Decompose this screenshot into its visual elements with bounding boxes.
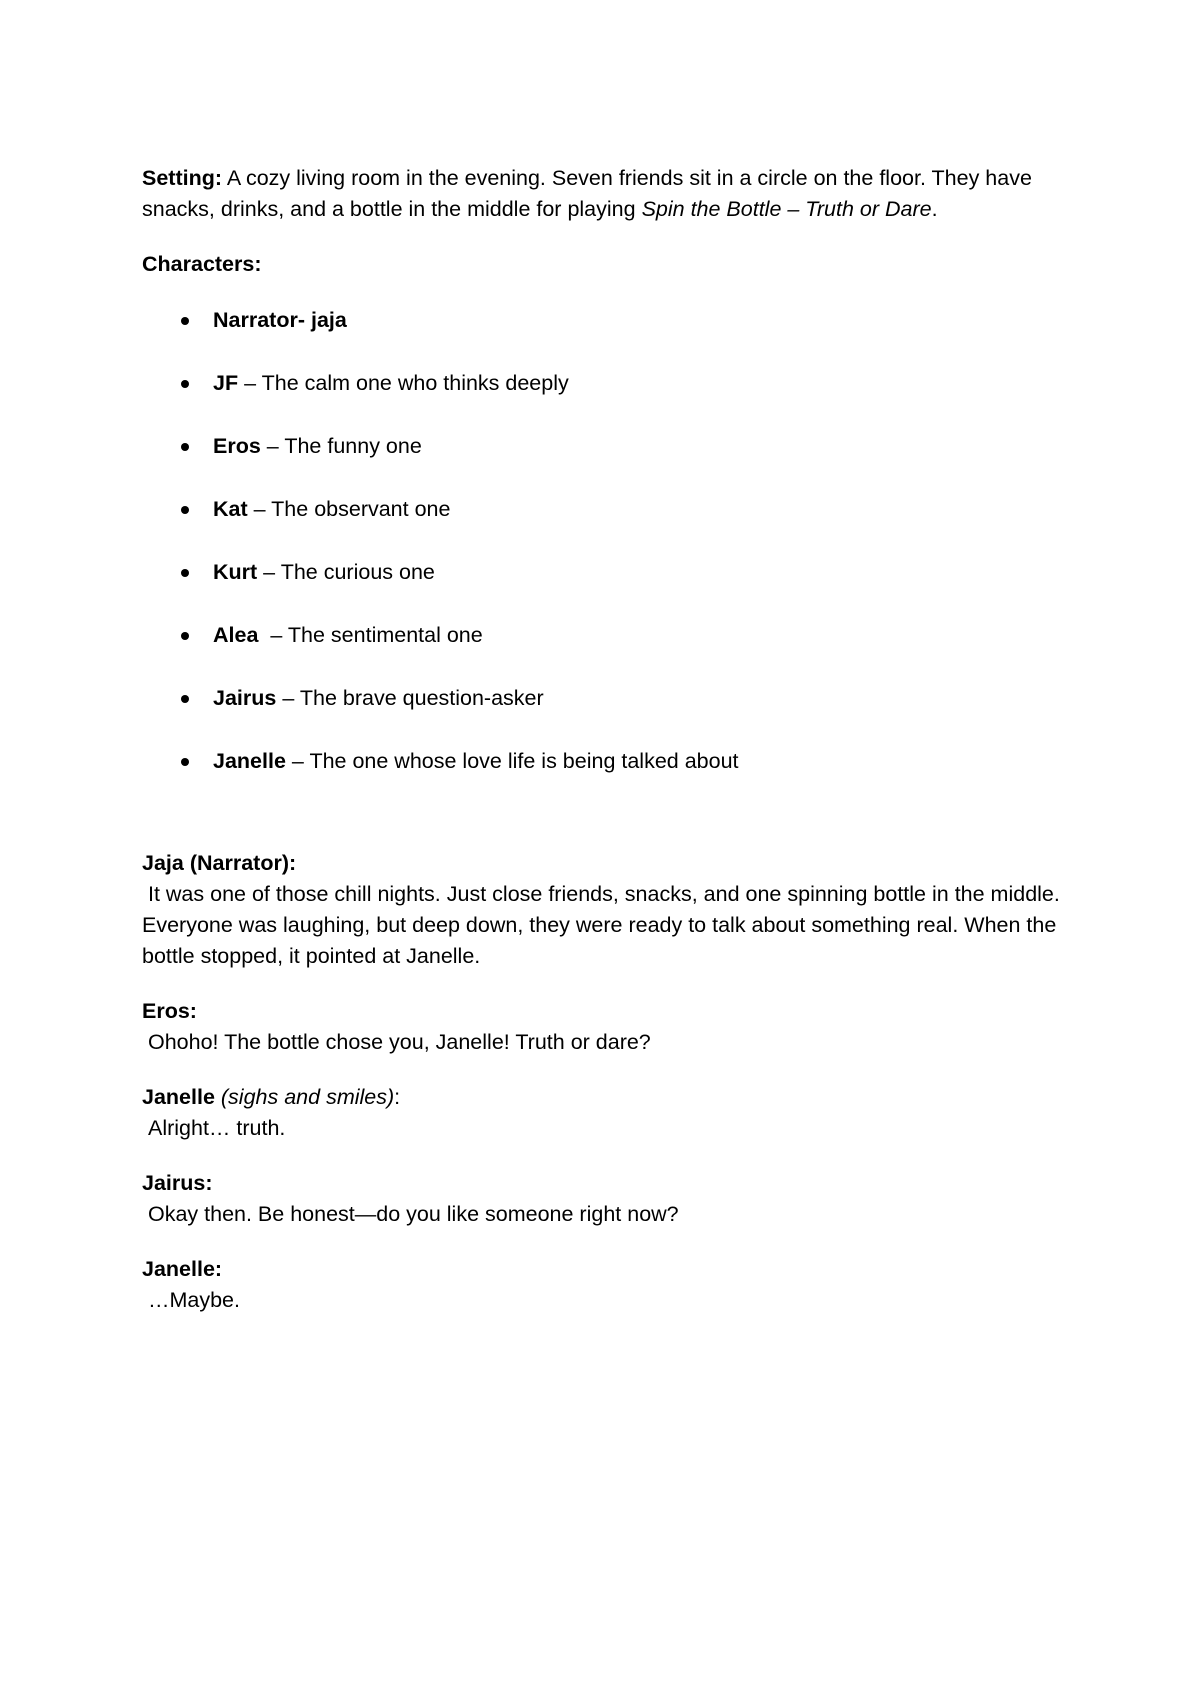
character-description: – The one whose love life is being talked about — [285, 749, 739, 773]
character-name: Narrator- jaja — [213, 308, 347, 332]
bullet-icon — [181, 380, 189, 388]
setting-game-title: Spin the Bottle – Truth or Dare — [641, 197, 932, 221]
character-item — [142, 431, 1062, 462]
bullet-icon — [181, 632, 189, 640]
document-page — [142, 163, 1066, 1340]
dialogue-block — [142, 1254, 1062, 1316]
bullet-icon — [181, 758, 189, 766]
speaker-name: Janelle: — [142, 1257, 223, 1281]
character-list — [142, 305, 1062, 777]
setting-text-end: . — [931, 197, 938, 221]
speaker-name: Jairus: — [142, 1171, 213, 1195]
character-name: Alea — [213, 623, 259, 647]
character-item — [142, 368, 1062, 399]
character-description: – The curious one — [257, 560, 435, 584]
character-name: Jairus — [213, 686, 277, 710]
stage-direction: (sighs and smiles) — [214, 1085, 395, 1109]
character-name: Janelle — [213, 749, 286, 773]
dialogue-line: …Maybe. — [142, 1288, 240, 1312]
bullet-icon — [181, 569, 189, 577]
setting-text: A cozy living room in the evening. Seven friends sit in a circle on the floor. They have snacks, drinks, and a bottle in the middle for playing — [142, 166, 1032, 221]
dialogue-block — [142, 1168, 1062, 1230]
character-description: – The sentimental one — [258, 623, 483, 647]
character-description: – The brave question-asker — [276, 686, 544, 710]
setting-label: Setting: — [142, 166, 223, 190]
character-description: – The funny one — [260, 434, 422, 458]
stage-direction-colon: : — [394, 1085, 401, 1109]
bullet-icon — [181, 506, 189, 514]
character-item — [142, 557, 1062, 588]
bullet-icon — [181, 317, 189, 325]
character-name: Eros — [213, 434, 261, 458]
characters-heading: Characters: — [142, 252, 262, 276]
character-item — [142, 683, 1062, 714]
setting-paragraph — [142, 163, 1062, 225]
dialogue-block — [142, 1082, 1062, 1144]
character-item — [142, 746, 1062, 777]
speaker-name: Janelle — [142, 1085, 215, 1109]
speaker-name: Eros: — [142, 999, 197, 1023]
character-name: Kurt — [213, 560, 258, 584]
speaker-line — [142, 1082, 1062, 1113]
character-description: – The calm one who thinks deeply — [238, 371, 569, 395]
bullet-icon — [181, 443, 189, 451]
dialogue-line: Ohoho! The bottle chose you, Janelle! Truth or dare? — [142, 1030, 651, 1054]
speaker-name: Jaja (Narrator): — [142, 851, 297, 875]
dialogue-line: Okay then. Be honest—do you like someone right now? — [142, 1202, 679, 1226]
dialogue-line: It was one of those chill nights. Just close friends, snacks, and one spinning bottle in the middle. Everyone was laughing, but deep down, they were ready to talk about something real. When the bottle stopped, it pointed at Janelle. — [142, 882, 1066, 968]
character-name: JF — [213, 371, 239, 395]
dialogue-line: Alright… truth. — [142, 1116, 286, 1140]
character-item — [142, 494, 1062, 525]
bullet-icon — [181, 695, 189, 703]
character-description: – The observant one — [247, 497, 451, 521]
character-item — [142, 305, 1062, 336]
dialogue-block — [142, 848, 1066, 972]
character-item — [142, 620, 1062, 651]
dialogue-block — [142, 996, 1062, 1058]
character-name: Kat — [213, 497, 248, 521]
